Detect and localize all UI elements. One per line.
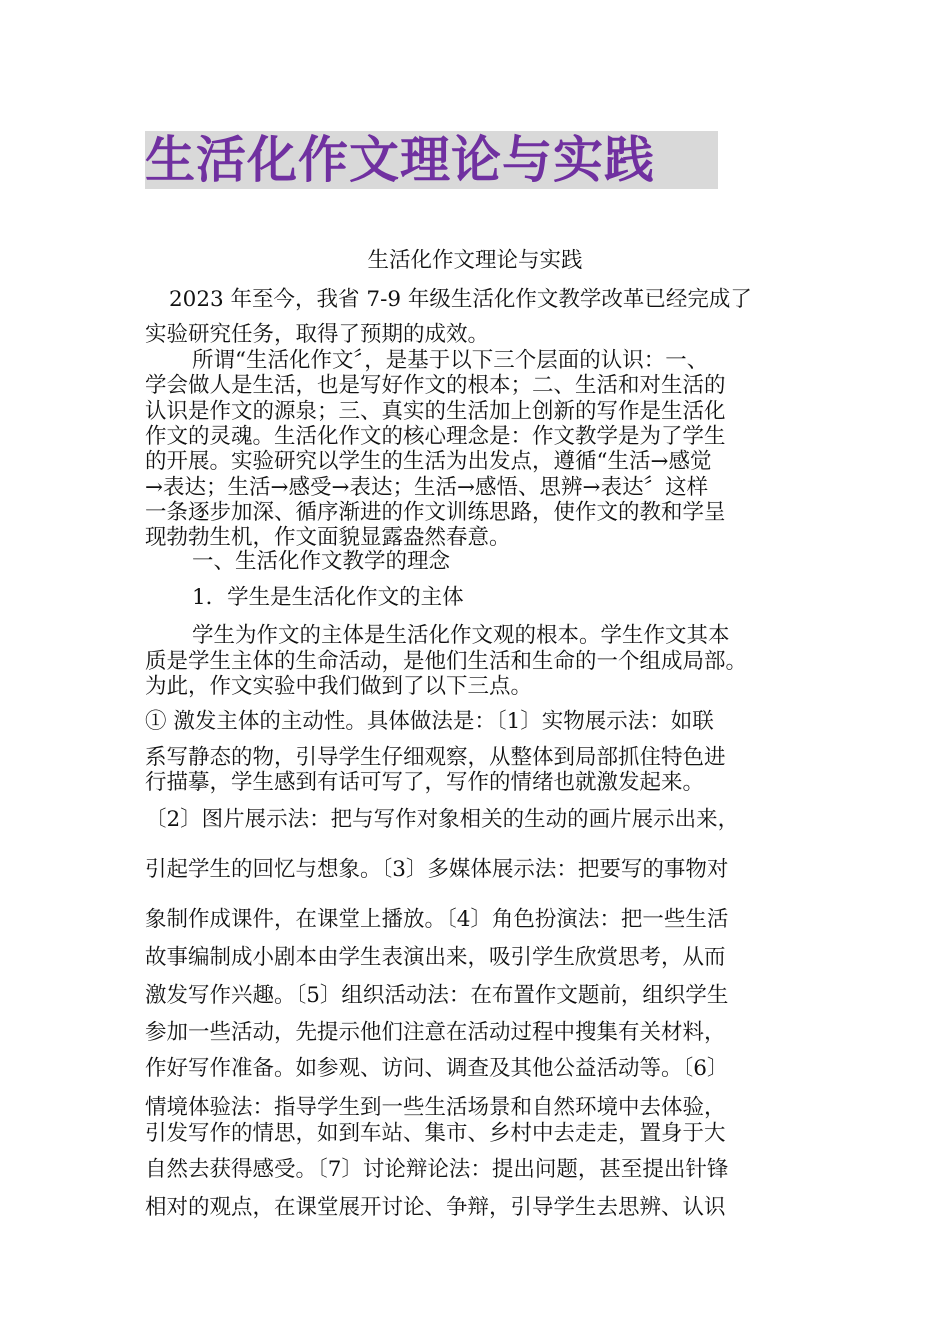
paragraph-line: 所谓“生活化作文〞，是基于以下三个层面的认识：一、	[192, 348, 709, 373]
paragraph-line: 现勃勃生机，作文面貌显露盎然春意。	[145, 525, 511, 550]
section-heading: 一、生活化作文教学的理念	[192, 549, 451, 574]
paragraph-line: 引发写作的情思，如到车站、集市、乡村中去走走，置身于大	[145, 1121, 726, 1146]
document-title: 生活化作文理论与实践	[145, 131, 718, 189]
paragraph-line: 激发写作兴趣。〔5〕组织活动法：在布置作文题前，组织学生	[145, 983, 729, 1008]
paragraph-line: 为此，作文实验中我们做到了以下三点。	[145, 674, 533, 699]
paragraph-line: 的开展。实验研究以学生的生活为出发点，遵循“生活→感觉	[145, 449, 712, 474]
paragraph-line: 故事编制成小剧本由学生表演出来，吸引学生欣赏思考，从而	[145, 945, 726, 970]
paragraph-line: 相对的观点，在课堂展开讨论、争辩，引导学生去思辨、认识	[145, 1195, 726, 1220]
paragraph-line: 系写静态的物，引导学生仔细观察，从整体到局部抓住特色进	[145, 745, 726, 770]
paragraph-line: 行描摹，学生感到有话可写了，写作的情绪也就激发起来。	[145, 770, 705, 795]
paragraph-line: 自然去获得感受。〔7〕讨论辩论法：提出问题，甚至提出针锋	[145, 1157, 729, 1182]
subtitle-line: 生活化作文理论与实践	[367, 248, 583, 273]
subsection-heading: 1．学生是生活化作文的主体	[192, 585, 464, 610]
paragraph-line: 一条逐步加深、循序渐进的作文训练思路，使作文的教和学呈	[145, 500, 726, 525]
paragraph-line: 学生为作文的主体是生活化作文观的根本。学生作文其本	[192, 623, 730, 648]
paragraph-line: ① 激发主体的主动性。具体做法是：〔1〕实物展示法：如联	[145, 709, 714, 734]
paragraph-line: 质是学生主体的生命活动，是他们生活和生命的一个组成局部。	[145, 649, 748, 674]
paragraph-line: 学会做人是生活，也是写好作文的根本；二、生活和对生活的	[145, 373, 726, 398]
paragraph-line: 实验研究任务，取得了预期的成效。	[145, 322, 490, 347]
paragraph-line: 引起学生的回忆与想象。〔3〕多媒体展示法：把要写的事物对	[145, 857, 729, 882]
paragraph-line: 认识是作文的源泉；三、真实的生活加上创新的写作是生活化	[145, 399, 726, 424]
paragraph-line: 象制作成课件，在课堂上播放。〔4〕角色扮演法：把一些生活	[145, 907, 729, 932]
paragraph-line: 2023 年至今，我省 7-9 年级生活化作文教学改革已经完成了	[169, 287, 752, 312]
paragraph-line: 作好写作准备。如参观、访问、调查及其他公益活动等。〔6〕	[145, 1056, 729, 1081]
paragraph-line: 作文的灵魂。生活化作文的核心理念是：作文教学是为了学生	[145, 424, 726, 449]
paragraph-line: 〔2〕图片展示法：把与写作对象相关的生动的画片展示出来，	[145, 807, 740, 832]
paragraph-line: →表达；生活→感受→表达；生活→感悟、思辨→表达〞这样	[145, 475, 709, 500]
paragraph-line: 参加一些活动，先提示他们注意在活动过程中搜集有关材料，	[145, 1020, 726, 1045]
paragraph-line: 情境体验法：指导学生到一些生活场景和自然环境中去体验，	[145, 1095, 726, 1120]
